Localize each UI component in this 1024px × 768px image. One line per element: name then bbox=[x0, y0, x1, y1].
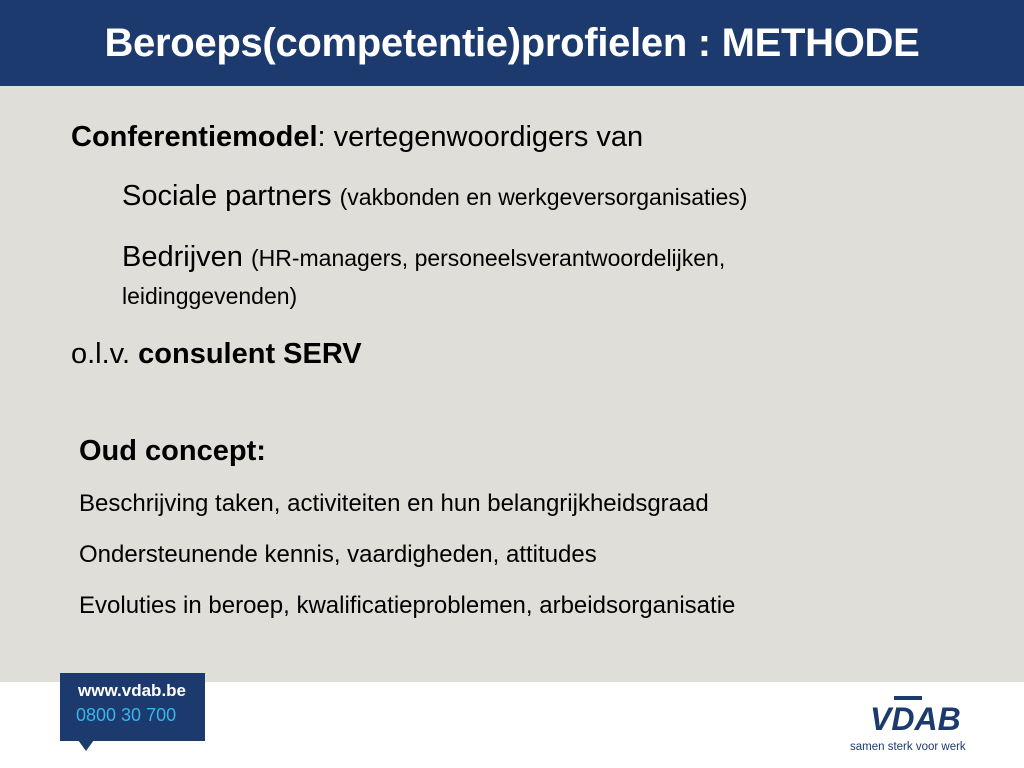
bedrijven-line bbox=[122, 241, 725, 274]
concept-item: Ondersteunende kennis, vaardigheden, attitudes bbox=[79, 541, 597, 568]
slide-title: Beroeps(competentie)profielen : METHODE bbox=[104, 20, 920, 65]
conferentiemodel-line bbox=[71, 121, 643, 154]
conferentiemodel-label: Conferentiemodel bbox=[71, 121, 318, 153]
concept-item: Evoluties in beroep, kwalificatieproblemen, arbeidsorganisatie bbox=[79, 592, 736, 619]
conferentiemodel-text: : vertegenwoordigers van bbox=[317, 121, 644, 153]
phone-number: 0800 30 700 bbox=[76, 705, 177, 725]
svg-text:VDAB: VDAB bbox=[870, 701, 961, 737]
bedrijven-label: Bedrijven bbox=[122, 241, 243, 273]
olv-prefix: o.l.v. bbox=[71, 338, 131, 370]
olv-line bbox=[71, 338, 362, 371]
concept-item: Beschrijving taken, activiteiten en hun belangrijkheidsgraad bbox=[79, 490, 709, 517]
sociale-partners-line bbox=[122, 180, 747, 213]
concept-title: Oud concept: bbox=[79, 435, 266, 467]
contact-box-pointer bbox=[78, 740, 94, 751]
olv-consulent: consulent SERV bbox=[138, 338, 362, 370]
website-link[interactable]: www.vdab.be bbox=[78, 681, 187, 700]
bedrijven-detail: (HR-managers, personeelsverantwoordelijken, bbox=[250, 245, 726, 271]
vdab-logo bbox=[850, 692, 980, 754]
sociale-partners-label: Sociale partners bbox=[122, 180, 332, 212]
sociale-partners-detail: (vakbonden en werkgeversorganisaties) bbox=[339, 184, 748, 210]
bedrijven-detail-continued: leidinggevenden) bbox=[122, 283, 298, 309]
svg-text:samen sterk voor werk: samen sterk voor werk bbox=[850, 741, 966, 753]
